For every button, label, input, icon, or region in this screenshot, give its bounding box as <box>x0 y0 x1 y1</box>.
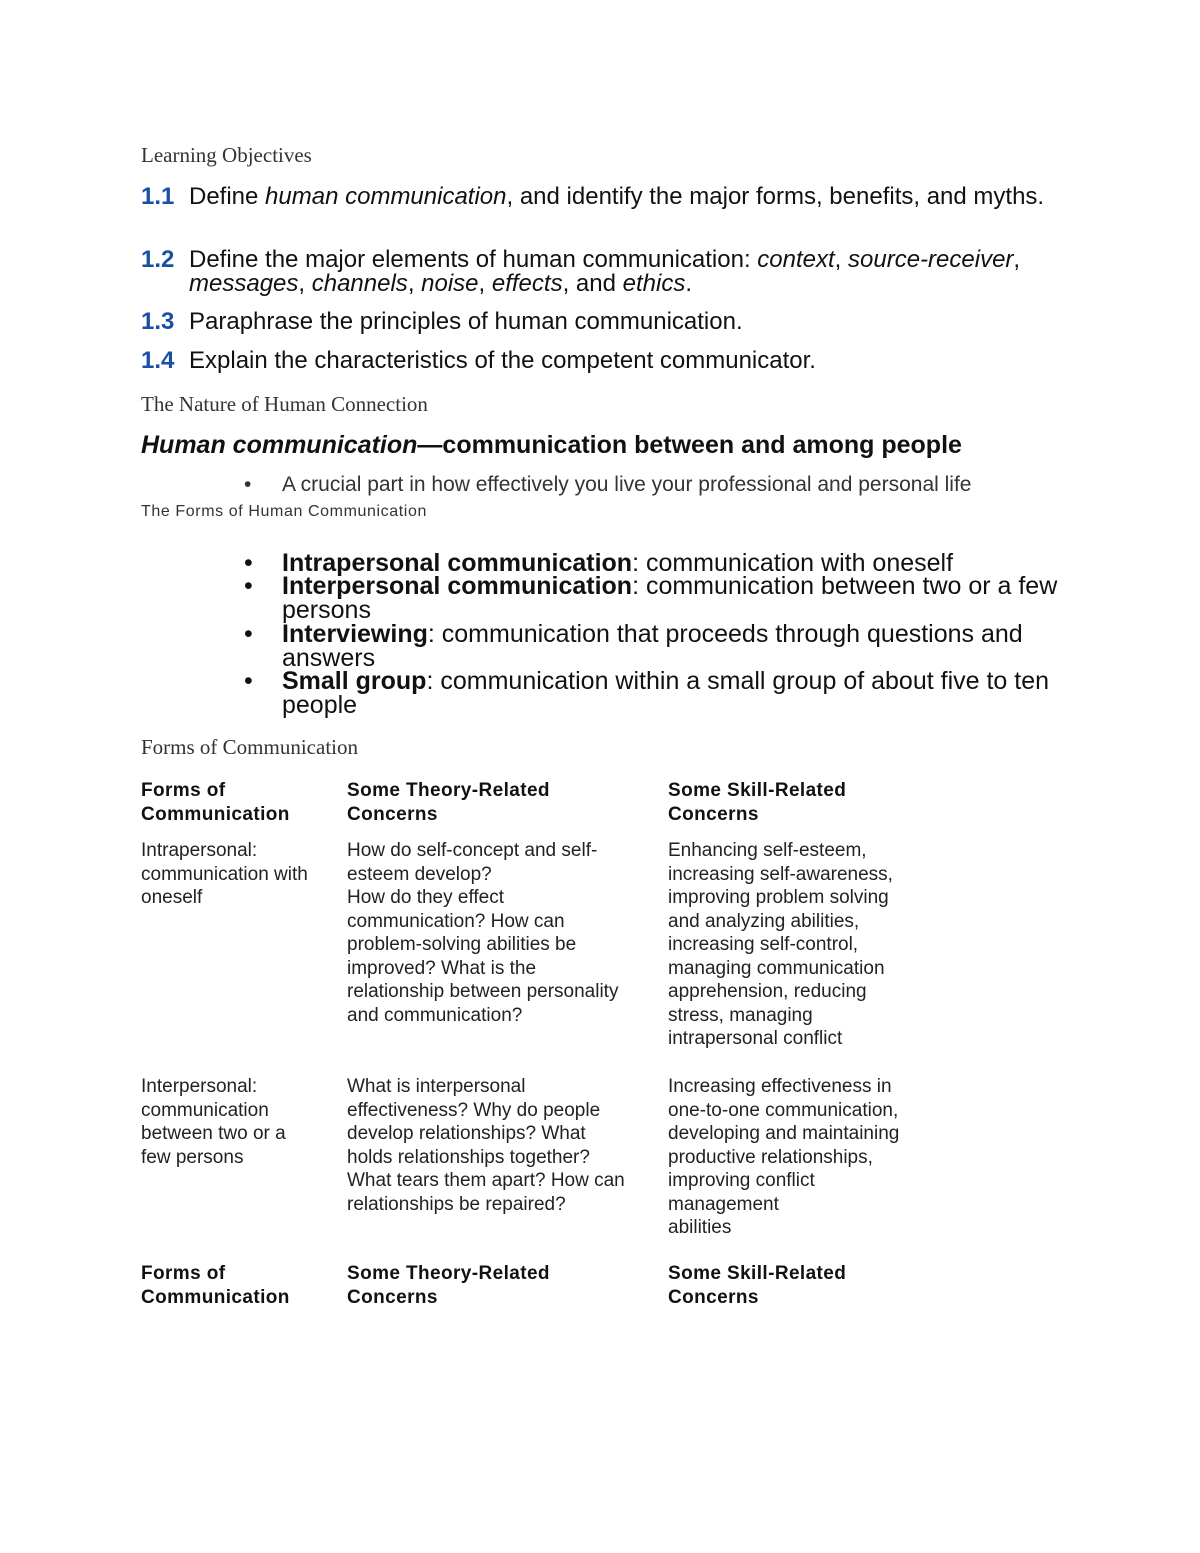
objective-number: 1.4 <box>141 347 175 374</box>
objective-text: Define human communication, and identify the major forms, benefits, and myths. <box>189 183 1045 210</box>
form-term: Interpersonal communication <box>282 572 633 600</box>
table-cell-form: Intrapersonal: communication with oneself <box>141 840 308 908</box>
objective-number: 1.2 <box>141 246 175 273</box>
table-cell-skill: Increasing effectiveness in one-to-one communication, developing and maintaining productive relationships, improving conflict management abilities <box>668 1076 900 1238</box>
objective-1-3 <box>141 310 1061 334</box>
table-cell-skill: Enhancing self-esteem, increasing self-awareness, improving problem solving and analyzing abilities, increasing self-control, managing communication apprehension, reducing stress, managing intrapersonal conflict <box>668 840 893 1049</box>
form-term: Interviewing <box>282 620 428 648</box>
objective-number: 1.1 <box>141 183 175 210</box>
bullet-icon: • <box>244 572 253 600</box>
objective-1-4 <box>141 349 1061 373</box>
bullet-icon: • <box>244 473 252 496</box>
table-header-theory-repeat: Some Theory-Related Concerns <box>347 1263 550 1308</box>
objective-text: Explain the characteristics of the competent communicator. <box>189 347 816 374</box>
definition-term: Human communication <box>141 431 418 459</box>
crucial-part-bullet <box>141 473 1071 497</box>
list-item <box>141 574 1071 622</box>
table-header-theory: Some Theory-Related Concerns <box>347 780 550 825</box>
bullet-text: A crucial part in how effectively you live your professional and personal life <box>282 473 972 496</box>
table-header-forms: Forms of Communication <box>141 780 290 825</box>
nature-heading: The Nature of Human Connection <box>141 392 428 416</box>
definition-text: —communication between and among people <box>417 431 962 459</box>
table-cell-theory: How do self-concept and self-esteem develop? How do they effect communication? How can problem-solving abilities be improved? What is the relationship between personality and communication? <box>347 840 619 1026</box>
form-definition: : communication between two or a few persons <box>282 572 1058 624</box>
bullet-icon: • <box>244 620 253 648</box>
objective-text: Paraphrase the principles of human communication. <box>189 308 743 335</box>
objective-number: 1.3 <box>141 308 175 335</box>
bullet-icon: • <box>244 667 253 695</box>
human-communication-definition <box>141 431 962 460</box>
table-cell-form: Interpersonal: communication between two or a few persons <box>141 1076 286 1168</box>
table-header-forms-repeat: Forms of Communication <box>141 1263 290 1308</box>
list-item <box>141 669 1071 717</box>
form-term: Small group <box>282 667 427 695</box>
form-term: Intrapersonal communication <box>282 549 633 577</box>
list-item <box>141 622 1071 670</box>
form-definition: : communication within a small group of about five to ten people <box>282 667 1050 719</box>
objective-1-1 <box>141 185 1061 209</box>
form-definition: : communication that proceeds through questions and answers <box>282 620 1023 672</box>
forms-of-human-communication-heading: The Forms of Human Communication <box>141 503 427 520</box>
objective-text: Define the major elements of human communication: context, source-receiver, messages, channels, noise, effects, and ethics. <box>189 246 1021 297</box>
form-definition: : communication with oneself <box>632 549 954 577</box>
objective-1-2 <box>141 248 1061 296</box>
learning-objectives-heading: Learning Objectives <box>141 143 312 167</box>
table-header-skill: Some Skill-Related Concerns <box>668 780 847 825</box>
table-header-skill-repeat: Some Skill-Related Concerns <box>668 1263 847 1308</box>
forms-table-heading: Forms of Communication <box>141 735 358 759</box>
table-cell-theory: What is interpersonal effectiveness? Why do people develop relationships? What holds relationships together? What tears them apart? How can relationships be repaired? <box>347 1076 625 1215</box>
bullet-icon: • <box>244 549 253 577</box>
